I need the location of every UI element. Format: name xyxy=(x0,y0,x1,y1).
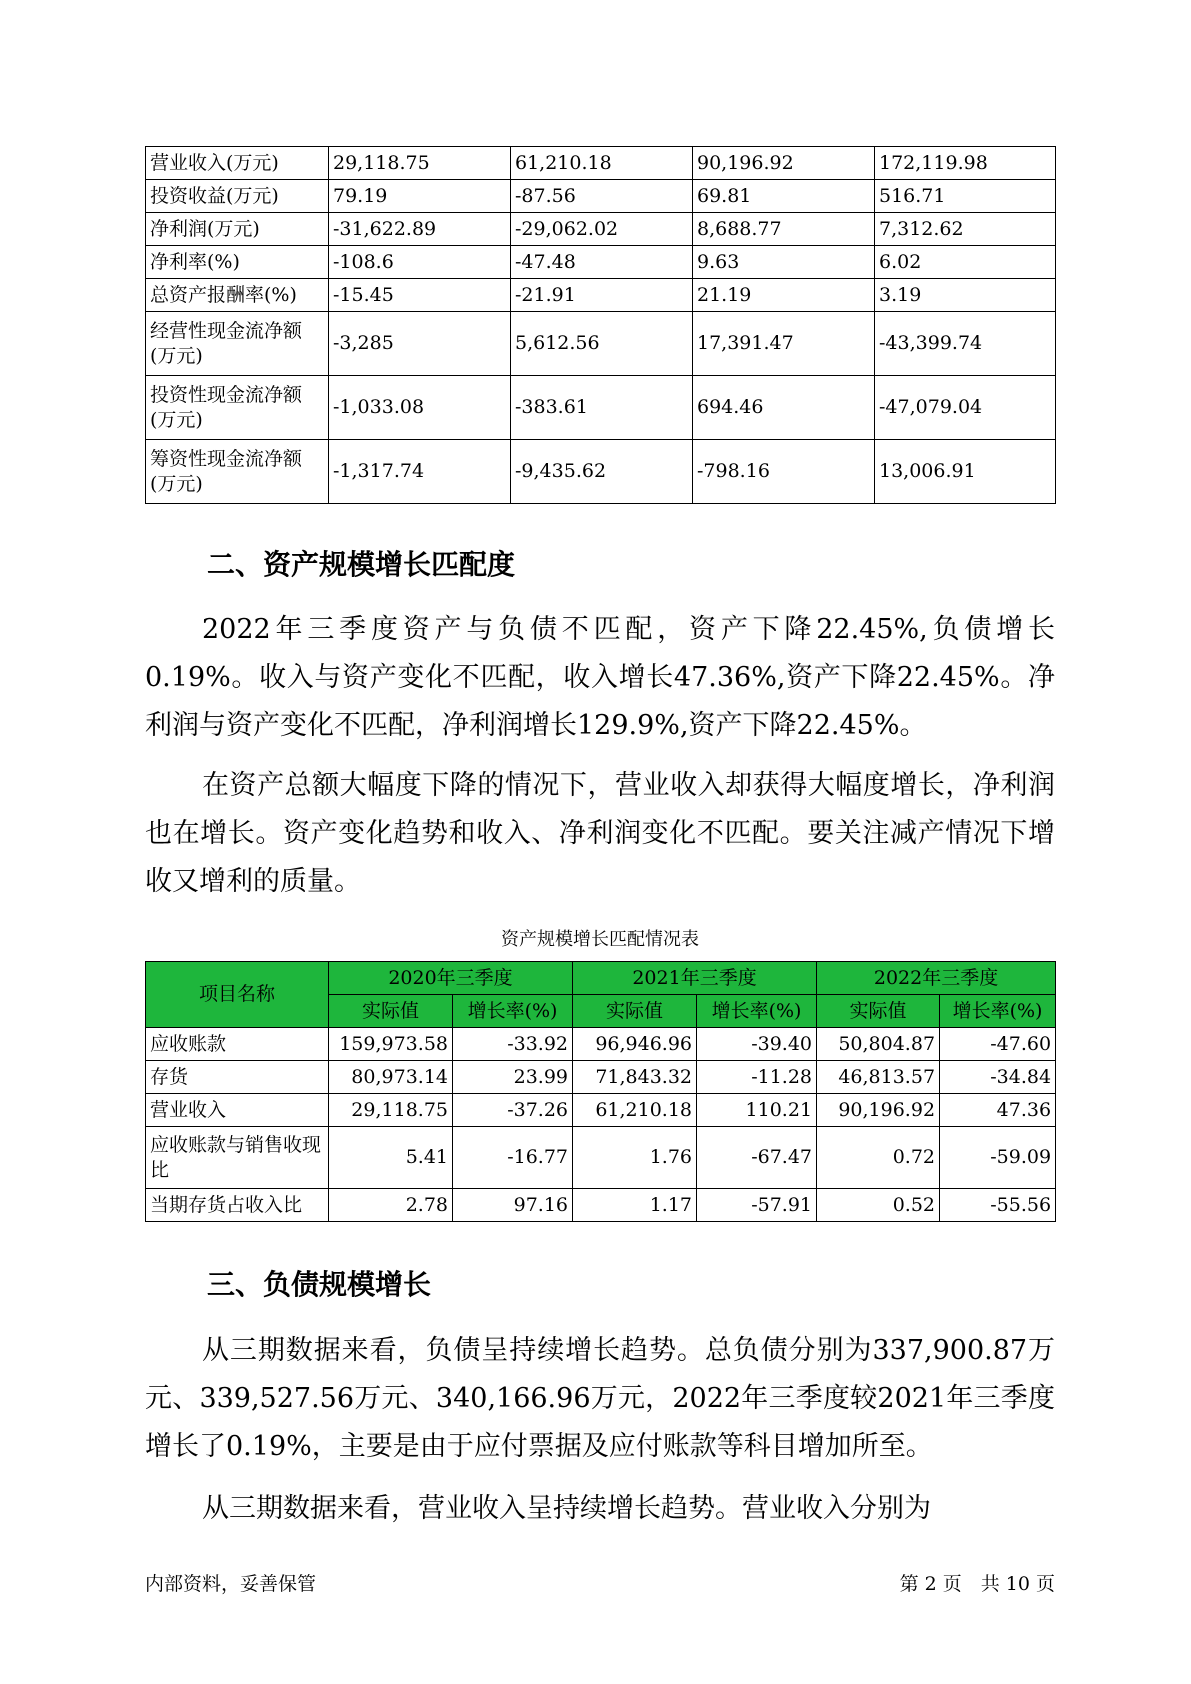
table-row xyxy=(146,1127,1056,1189)
table-cell: -108.6 xyxy=(329,246,511,279)
table-cell: -15.45 xyxy=(329,279,511,312)
table-cell: 0.72 xyxy=(817,1127,940,1189)
table-cell: -87.56 xyxy=(511,180,693,213)
table-cell: 17,391.47 xyxy=(693,312,875,376)
column-header: 2020年三季度 xyxy=(329,962,573,995)
table-row xyxy=(146,147,1056,180)
table-cell: 6.02 xyxy=(875,246,1056,279)
table-cell: -11.28 xyxy=(697,1061,817,1094)
table-cell: 1.17 xyxy=(573,1189,697,1222)
row-label: 净利润(万元) xyxy=(146,213,329,246)
table-cell: -39.40 xyxy=(697,1028,817,1061)
table-cell: 90,196.92 xyxy=(817,1094,940,1127)
table-cell: 97.16 xyxy=(453,1189,573,1222)
table-cell: -21.91 xyxy=(511,279,693,312)
table-cell: -67.47 xyxy=(697,1127,817,1189)
table-cell: -43,399.74 xyxy=(875,312,1056,376)
column-header: 增长率(%) xyxy=(697,995,817,1028)
table-cell: 69.81 xyxy=(693,180,875,213)
table-cell: 71,843.32 xyxy=(573,1061,697,1094)
table-cell: -9,435.62 xyxy=(511,440,693,504)
table-cell: 50,804.87 xyxy=(817,1028,940,1061)
table-cell: 172,119.98 xyxy=(875,147,1056,180)
row-label: 经营性现金流净额(万元) xyxy=(146,312,329,376)
table-cell: -59.09 xyxy=(940,1127,1056,1189)
body-paragraph: 2022年三季度资产与负债不匹配，资产下降22.45%,负债增长0.19%。收入与资产变化不匹配，收入增长47.36%,资产下降22.45%。净利润与资产变化不匹配，净利润增长129.9%,资产下降22.45%。 xyxy=(145,614,1055,741)
body-paragraph: 从三期数据来看，营业收入呈持续增长趋势。营业收入分别为 xyxy=(202,1493,931,1524)
column-header: 实际值 xyxy=(817,995,940,1028)
table-cell: 2.78 xyxy=(329,1189,453,1222)
table-cell: 29,118.75 xyxy=(329,147,511,180)
table-cell: 8,688.77 xyxy=(693,213,875,246)
footer-confidential-note: 内部资料，妥善保管 xyxy=(145,1573,317,1595)
column-header: 实际值 xyxy=(573,995,697,1028)
table-row xyxy=(146,246,1056,279)
table-cell: -55.56 xyxy=(940,1189,1056,1222)
table-cell: 516.71 xyxy=(875,180,1056,213)
row-label: 筹资性现金流净额(万元) xyxy=(146,440,329,504)
table-cell: 79.19 xyxy=(329,180,511,213)
column-header: 实际值 xyxy=(329,995,453,1028)
table-cell: 47.36 xyxy=(940,1094,1056,1127)
column-header: 2022年三季度 xyxy=(817,962,1056,995)
table-cell: 0.52 xyxy=(817,1189,940,1222)
table-cell: -3,285 xyxy=(329,312,511,376)
table-cell: 96,946.96 xyxy=(573,1028,697,1061)
table-row xyxy=(146,440,1056,504)
table-caption: 资产规模增长匹配情况表 xyxy=(501,929,699,950)
table-cell: 21.19 xyxy=(693,279,875,312)
row-label: 总资产报酬率(%) xyxy=(146,279,329,312)
table-row xyxy=(146,1094,1056,1127)
column-header: 增长率(%) xyxy=(940,995,1056,1028)
row-label: 应收账款与销售收现比 xyxy=(146,1127,329,1189)
table-cell: 694.46 xyxy=(693,376,875,440)
section-heading: 二、资产规模增长匹配度 xyxy=(207,548,516,581)
page-number: 第 2 页 共 10 页 xyxy=(899,1573,1055,1595)
body-paragraph: 在资产总额大幅度下降的情况下，营业收入却获得大幅度增长，净利润也在增长。资产变化趋势和收入、净利润变化不匹配。要关注减产情况下增收又增利的质量。 xyxy=(145,770,1055,897)
table-cell: 61,210.18 xyxy=(511,147,693,180)
row-label: 投资收益(万元) xyxy=(146,180,329,213)
table-cell: 159,973.58 xyxy=(329,1028,453,1061)
table-cell: -33.92 xyxy=(453,1028,573,1061)
table-cell: 1.76 xyxy=(573,1127,697,1189)
table-cell: 23.99 xyxy=(453,1061,573,1094)
table-cell: 29,118.75 xyxy=(329,1094,453,1127)
table-cell: -383.61 xyxy=(511,376,693,440)
table-cell: -1,317.74 xyxy=(329,440,511,504)
table-cell: 5.41 xyxy=(329,1127,453,1189)
row-label: 净利率(%) xyxy=(146,246,329,279)
table-cell: 5,612.56 xyxy=(511,312,693,376)
row-label: 当期存货占收入比 xyxy=(146,1189,329,1222)
table-cell: 7,312.62 xyxy=(875,213,1056,246)
table-cell: 110.21 xyxy=(697,1094,817,1127)
table-cell: -47.60 xyxy=(940,1028,1056,1061)
table-row xyxy=(146,213,1056,246)
table-cell: -57.91 xyxy=(697,1189,817,1222)
table-cell: 3.19 xyxy=(875,279,1056,312)
table-cell: 46,813.57 xyxy=(817,1061,940,1094)
table-cell: -798.16 xyxy=(693,440,875,504)
asset-growth-match-table xyxy=(145,961,1056,1222)
row-label: 营业收入 xyxy=(146,1094,329,1127)
table-cell: -34.84 xyxy=(940,1061,1056,1094)
table-cell: 90,196.92 xyxy=(693,147,875,180)
table-row xyxy=(146,1028,1056,1061)
column-header: 项目名称 xyxy=(146,962,329,1028)
table-row xyxy=(146,312,1056,376)
section-heading: 三、负债规模增长 xyxy=(207,1268,432,1301)
table-row xyxy=(146,180,1056,213)
table-cell: 9.63 xyxy=(693,246,875,279)
table-cell: -1,033.08 xyxy=(329,376,511,440)
table-cell: -29,062.02 xyxy=(511,213,693,246)
table-row xyxy=(146,279,1056,312)
table-cell: -37.26 xyxy=(453,1094,573,1127)
body-paragraph: 从三期数据来看，负债呈持续增长趋势。总负债分别为337,900.87万元、339,527.56万元、340,166.96万元，2022年三季度较2021年三季度增长了0.19%，主要是由于应付票据及应付账款等科目增加所至。 xyxy=(145,1335,1055,1462)
financial-summary-table xyxy=(145,146,1056,504)
column-header: 2021年三季度 xyxy=(573,962,817,995)
table-cell: -47.48 xyxy=(511,246,693,279)
table-cell: -47,079.04 xyxy=(875,376,1056,440)
header-row xyxy=(146,962,1056,995)
table-row xyxy=(146,1189,1056,1222)
row-label: 营业收入(万元) xyxy=(146,147,329,180)
table-cell: 61,210.18 xyxy=(573,1094,697,1127)
row-label: 存货 xyxy=(146,1061,329,1094)
table-cell: -31,622.89 xyxy=(329,213,511,246)
table-row xyxy=(146,376,1056,440)
table-row xyxy=(146,1061,1056,1094)
table-cell: 13,006.91 xyxy=(875,440,1056,504)
row-label: 投资性现金流净额(万元) xyxy=(146,376,329,440)
row-label: 应收账款 xyxy=(146,1028,329,1061)
table-cell: 80,973.14 xyxy=(329,1061,453,1094)
table-cell: -16.77 xyxy=(453,1127,573,1189)
column-header: 增长率(%) xyxy=(453,995,573,1028)
